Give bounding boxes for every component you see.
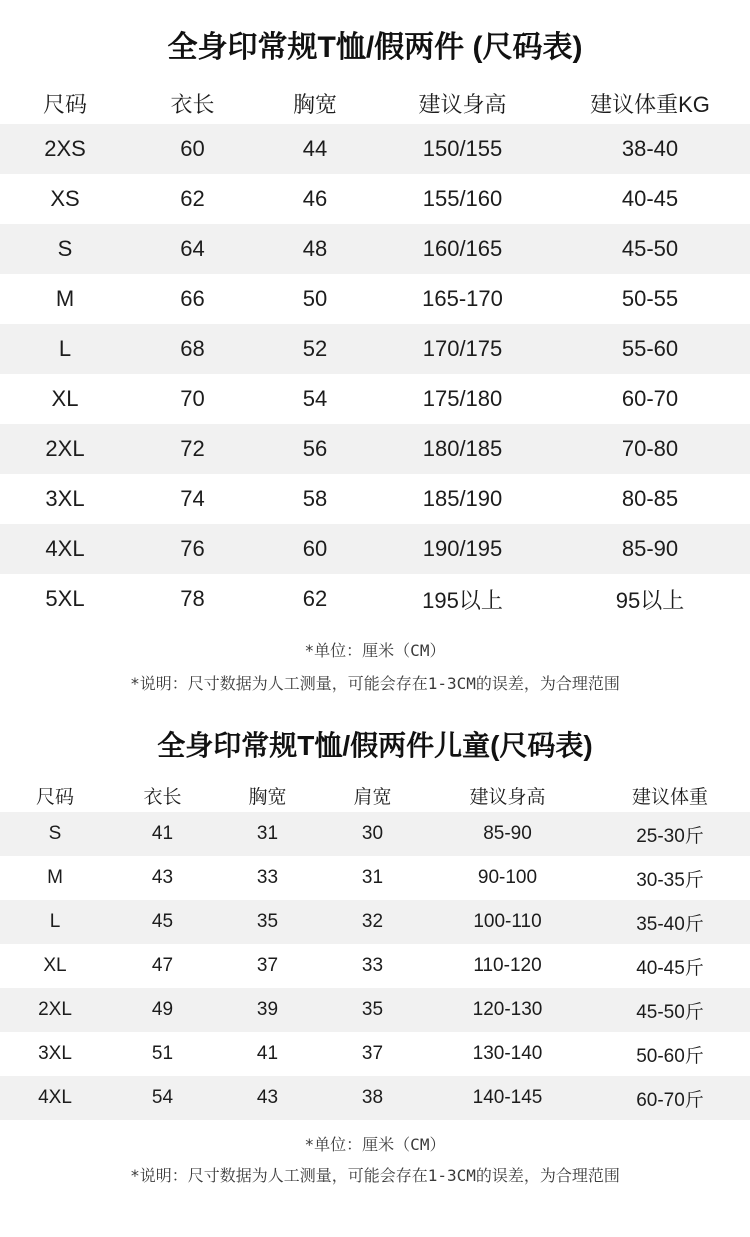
cell-shoulder: 33 xyxy=(320,944,425,988)
cell-chest: 56 xyxy=(255,424,375,474)
cell-weight: 85-90 xyxy=(550,524,750,574)
kid-unit-note: *单位：厘米（CM） xyxy=(304,1135,446,1154)
table-row xyxy=(0,474,750,524)
cell-weight: 45-50 xyxy=(550,224,750,274)
cell-length: 60 xyxy=(130,124,255,174)
cell-size: 4XL xyxy=(0,524,130,574)
cell-weight: 50-55 xyxy=(550,274,750,324)
table-header-row xyxy=(0,778,750,812)
column-header-size: 尺码 xyxy=(0,82,130,124)
cell-height: 130-140 xyxy=(425,1032,590,1076)
table-row xyxy=(0,324,750,374)
kid-title: 全身印常规T恤/假两件儿童(尺码表) xyxy=(157,730,593,761)
cell-weight: 38-40 xyxy=(550,124,750,174)
cell-height: 110-120 xyxy=(425,944,590,988)
cell-height: 120-130 xyxy=(425,988,590,1032)
table-row xyxy=(0,574,750,624)
table-row xyxy=(0,124,750,174)
cell-length: 41 xyxy=(110,812,215,856)
cell-length: 66 xyxy=(130,274,255,324)
cell-chest: 39 xyxy=(215,988,320,1032)
cell-length: 51 xyxy=(110,1032,215,1076)
cell-chest: 35 xyxy=(215,900,320,944)
table-row xyxy=(0,1032,750,1076)
cell-length: 72 xyxy=(130,424,255,474)
cell-height: 160/165 xyxy=(375,224,550,274)
cell-height: 165-170 xyxy=(375,274,550,324)
cell-weight: 30-35斤 xyxy=(590,856,750,900)
cell-length: 54 xyxy=(110,1076,215,1120)
cell-height: 190/195 xyxy=(375,524,550,574)
table-row xyxy=(0,900,750,944)
adult-size-table xyxy=(0,82,750,624)
table-header-row xyxy=(0,82,750,124)
column-header-height: 建议身高 xyxy=(375,82,550,124)
adult-description-note: *说明：尺寸数据为人工测量，可能会存在1-3CM的误差，为合理范围 xyxy=(130,674,620,693)
cell-weight: 35-40斤 xyxy=(590,900,750,944)
cell-height: 155/160 xyxy=(375,174,550,224)
cell-chest: 33 xyxy=(215,856,320,900)
cell-chest: 52 xyxy=(255,324,375,374)
cell-chest: 31 xyxy=(215,812,320,856)
cell-height: 195以上 xyxy=(375,574,550,624)
cell-weight: 95以上 xyxy=(550,574,750,624)
cell-chest: 62 xyxy=(255,574,375,624)
cell-length: 49 xyxy=(110,988,215,1032)
table-row xyxy=(0,374,750,424)
cell-height: 170/175 xyxy=(375,324,550,374)
cell-size: 4XL xyxy=(0,1076,110,1120)
cell-size: L xyxy=(0,324,130,374)
cell-size: 3XL xyxy=(0,474,130,524)
table-row xyxy=(0,174,750,224)
cell-weight: 60-70 xyxy=(550,374,750,424)
cell-chest: 54 xyxy=(255,374,375,424)
cell-shoulder: 31 xyxy=(320,856,425,900)
cell-height: 175/180 xyxy=(375,374,550,424)
table-row xyxy=(0,274,750,324)
cell-chest: 50 xyxy=(255,274,375,324)
cell-size: L xyxy=(0,900,110,944)
column-header-length: 衣长 xyxy=(130,82,255,124)
cell-chest: 48 xyxy=(255,224,375,274)
cell-chest: 60 xyxy=(255,524,375,574)
cell-length: 64 xyxy=(130,224,255,274)
cell-length: 68 xyxy=(130,324,255,374)
table-row xyxy=(0,856,750,900)
cell-size: M xyxy=(0,274,130,324)
table-row xyxy=(0,944,750,988)
column-header-chest: 胸宽 xyxy=(255,82,375,124)
cell-weight: 40-45斤 xyxy=(590,944,750,988)
cell-length: 45 xyxy=(110,900,215,944)
cell-chest: 58 xyxy=(255,474,375,524)
kid-description-note: *说明：尺寸数据为人工测量，可能会存在1-3CM的误差，为合理范围 xyxy=(130,1166,620,1185)
kid-size-table xyxy=(0,778,750,1120)
cell-weight: 25-30斤 xyxy=(590,812,750,856)
cell-size: 2XS xyxy=(0,124,130,174)
cell-weight: 50-60斤 xyxy=(590,1032,750,1076)
adult-title: 全身印常规T恤/假两件 (尺码表) xyxy=(167,31,583,64)
column-header-size: 尺码 xyxy=(0,778,110,812)
cell-size: XS xyxy=(0,174,130,224)
cell-chest: 37 xyxy=(215,944,320,988)
cell-weight: 80-85 xyxy=(550,474,750,524)
column-header-weight: 建议体重KG xyxy=(550,82,750,124)
cell-height: 185/190 xyxy=(375,474,550,524)
table-row xyxy=(0,424,750,474)
cell-height: 140-145 xyxy=(425,1076,590,1120)
kid-size-section xyxy=(0,700,750,1200)
cell-shoulder: 35 xyxy=(320,988,425,1032)
cell-shoulder: 30 xyxy=(320,812,425,856)
table-row xyxy=(0,224,750,274)
cell-size: S xyxy=(0,812,110,856)
column-header-height: 建议身高 xyxy=(425,778,590,812)
cell-length: 76 xyxy=(130,524,255,574)
cell-chest: 43 xyxy=(215,1076,320,1120)
cell-height: 90-100 xyxy=(425,856,590,900)
column-header-length: 衣长 xyxy=(110,778,215,812)
cell-size: M xyxy=(0,856,110,900)
table-row xyxy=(0,1076,750,1120)
cell-shoulder: 32 xyxy=(320,900,425,944)
cell-shoulder: 37 xyxy=(320,1032,425,1076)
cell-length: 47 xyxy=(110,944,215,988)
cell-length: 62 xyxy=(130,174,255,224)
cell-chest: 46 xyxy=(255,174,375,224)
cell-chest: 44 xyxy=(255,124,375,174)
cell-length: 74 xyxy=(130,474,255,524)
cell-size: XL xyxy=(0,374,130,424)
cell-size: 3XL xyxy=(0,1032,110,1076)
cell-length: 43 xyxy=(110,856,215,900)
cell-shoulder: 38 xyxy=(320,1076,425,1120)
column-header-chest: 胸宽 xyxy=(215,778,320,812)
column-header-shoulder: 肩宽 xyxy=(320,778,425,812)
cell-weight: 70-80 xyxy=(550,424,750,474)
cell-length: 78 xyxy=(130,574,255,624)
cell-size: S xyxy=(0,224,130,274)
cell-height: 180/185 xyxy=(375,424,550,474)
cell-weight: 55-60 xyxy=(550,324,750,374)
table-row xyxy=(0,812,750,856)
cell-weight: 45-50斤 xyxy=(590,988,750,1032)
cell-weight: 60-70斤 xyxy=(590,1076,750,1120)
adult-unit-note: *单位：厘米（CM） xyxy=(304,641,446,660)
cell-height: 150/155 xyxy=(375,124,550,174)
cell-size: 5XL xyxy=(0,574,130,624)
table-row xyxy=(0,524,750,574)
cell-height: 100-110 xyxy=(425,900,590,944)
cell-size: 2XL xyxy=(0,988,110,1032)
cell-length: 70 xyxy=(130,374,255,424)
column-header-weight: 建议体重 xyxy=(590,778,750,812)
cell-height: 85-90 xyxy=(425,812,590,856)
cell-size: 2XL xyxy=(0,424,130,474)
cell-weight: 40-45 xyxy=(550,174,750,224)
cell-size: XL xyxy=(0,944,110,988)
cell-chest: 41 xyxy=(215,1032,320,1076)
table-row xyxy=(0,988,750,1032)
